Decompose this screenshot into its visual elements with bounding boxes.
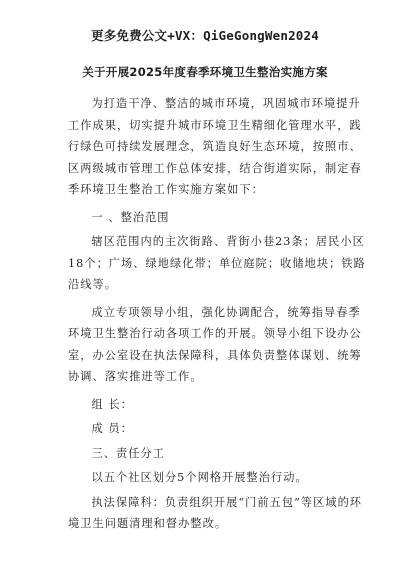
team-leader-line: 组 长： <box>91 397 133 411</box>
scope-paragraph: 辖区范围内的主次街路、背街小巷23条；居民小区18个；广场、绿地绿化带；单位庭院；收储地块；铁路沿线等。 <box>68 235 366 291</box>
grid-division-paragraph: 以五个社区划分5个网格开展整治行动。 <box>91 471 308 484</box>
intro-paragraph: 为打造干净、整洁的城市环境，巩固城市环境提升工作成果，切实提升城市环境卫生精细化管理水平，践行绿色可持续发展理念，筑造良好生态环境，按照市、区两级城市管理工作总体安排，结合街道实际，制定春季环境卫生整治工作实施方案如下： <box>68 97 362 196</box>
document-body <box>68 93 368 541</box>
law-enforcement-paragraph: 执法保障科：负责组织开展“门前五包”等区域的环境卫生问题清理和督办整改。 <box>68 495 363 530</box>
leadership-paragraph: 成立专项领导小组，强化协调配合，统筹指导春季环境卫生整治行动各项工作的开展。领导小组下设办公室，办公室设在执法保障科，具体负责整体谋划、统筹协调、落实推进等工作。 <box>68 305 362 383</box>
team-members-line: 成 员： <box>91 422 133 435</box>
document-title: 关于开展2025年度春季环境卫生整治实施方案 <box>82 65 328 79</box>
section-heading-scope: 一 、整治范围 <box>91 210 170 224</box>
promo-banner: 更多免费公文+VX：QiGeGongWen2024 <box>91 28 319 43</box>
section-heading-responsibilities: 三、责任分工 <box>91 446 165 460</box>
